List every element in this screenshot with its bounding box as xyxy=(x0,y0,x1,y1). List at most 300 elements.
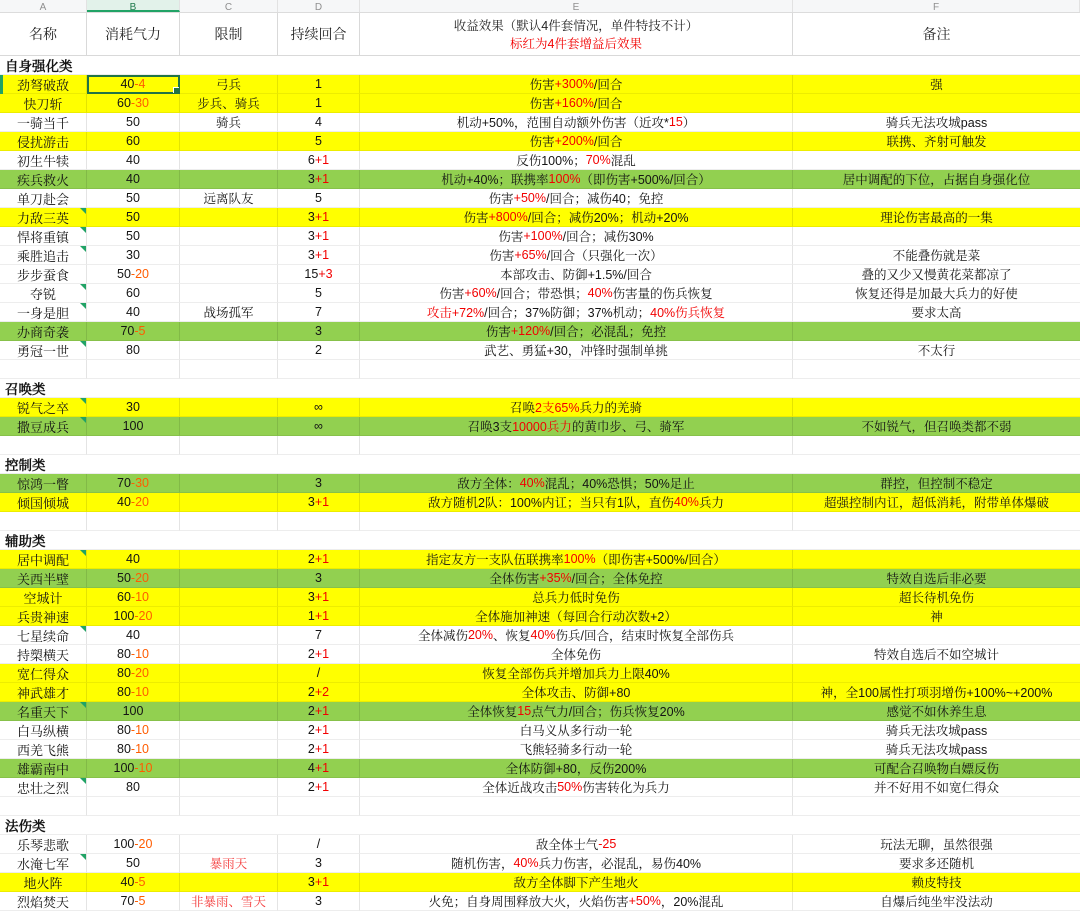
cell-name[interactable]: 夺锐 xyxy=(0,284,87,303)
cell-note[interactable] xyxy=(793,94,1080,113)
cell-effect[interactable]: 全体攻击、防御+80 xyxy=(360,683,793,702)
cell-cost[interactable]: 60 -10 xyxy=(87,588,180,607)
empty-cell[interactable] xyxy=(360,436,793,455)
cell-limit[interactable] xyxy=(180,550,278,569)
cell-limit[interactable] xyxy=(180,417,278,436)
cell-note[interactable]: 超长待机免伤 xyxy=(793,588,1080,607)
section-label-cell[interactable]: 法伤类 xyxy=(0,816,87,835)
highlighted-value: -20 xyxy=(134,609,153,623)
cell-limit[interactable] xyxy=(180,398,278,417)
cell-effect[interactable]: 武艺、勇猛+30，冲锋时强制单挑 xyxy=(360,341,793,360)
cell-cost[interactable]: 100 xyxy=(87,417,180,436)
cell-effect[interactable]: 攻击+72% /回合；37%防御；37%机动； 40%伤兵恢复 xyxy=(360,303,793,322)
cell-effect[interactable]: 伤害 +60% /回合；带恐惧； 40% 伤害量的伤兵恢复 xyxy=(360,284,793,303)
cell-turns[interactable]: / xyxy=(278,835,360,854)
empty-cell[interactable] xyxy=(793,56,1080,75)
cell-effect[interactable]: 指定友方一支队伍联携率 100% （即伤害+500%/回合） xyxy=(360,550,793,569)
cell-turns[interactable]: ∞ xyxy=(278,398,360,417)
cell-limit[interactable] xyxy=(180,170,278,189)
cell-limit[interactable] xyxy=(180,683,278,702)
cell-cost[interactable]: 60 xyxy=(87,132,180,151)
cell-cost[interactable]: 80 -10 xyxy=(87,683,180,702)
cell-note[interactable]: 叠的又少又慢黄花菜都凉了 xyxy=(793,265,1080,284)
empty-cell[interactable] xyxy=(360,360,793,379)
cell-note[interactable]: 超强控制内讧，超低消耗，附带单体爆破 xyxy=(793,493,1080,512)
cell-turns[interactable]: 3 +1 xyxy=(278,170,360,189)
cell-turns[interactable]: 3 +1 xyxy=(278,588,360,607)
cell-turns[interactable]: 3 +1 xyxy=(278,208,360,227)
cell-limit[interactable] xyxy=(180,759,278,778)
empty-cell[interactable] xyxy=(87,455,180,474)
cell-note[interactable]: 特效自选后非必要 xyxy=(793,569,1080,588)
cell-cost[interactable]: 80 -10 xyxy=(87,721,180,740)
cell-note[interactable] xyxy=(793,398,1080,417)
cell-effect[interactable]: 反伤100%； 70% 混乱 xyxy=(360,151,793,170)
cell-turns[interactable]: 1 +1 xyxy=(278,607,360,626)
cell-limit[interactable]: 步兵、骑兵 xyxy=(180,94,278,113)
cell-effect[interactable]: 全体施加神速（每回合行动次数+2） xyxy=(360,607,793,626)
cell-note[interactable]: 骑兵无法攻城pass xyxy=(793,113,1080,132)
cell-cost[interactable]: 40 xyxy=(87,151,180,170)
header-cost-label: 消耗气力 xyxy=(105,26,161,42)
cell-name[interactable]: 西羌飞熊 xyxy=(0,740,87,759)
highlighted-value: 40%伤兵恢复 xyxy=(650,306,726,320)
cell-limit[interactable] xyxy=(180,835,278,854)
cell-limit[interactable] xyxy=(180,702,278,721)
header-effect[interactable] xyxy=(360,13,793,56)
empty-cell[interactable] xyxy=(360,56,793,75)
cell-turns[interactable]: 1 xyxy=(278,75,360,94)
cell-note[interactable]: 可配合召唤物白嫖反伤 xyxy=(793,759,1080,778)
header-name-label: 名称 xyxy=(29,26,57,42)
cell-turns[interactable]: / xyxy=(278,664,360,683)
cell-name[interactable]: 力敌三英 xyxy=(0,208,87,227)
cell-note[interactable]: 骑兵无法攻城pass xyxy=(793,721,1080,740)
cell-name[interactable]: 居中调配 xyxy=(0,550,87,569)
column-letter-F[interactable]: F xyxy=(793,0,1080,12)
empty-cell[interactable] xyxy=(278,455,360,474)
cell-name[interactable]: 惊鸿一瞥 xyxy=(0,474,87,493)
cell-turns[interactable]: 15 +3 xyxy=(278,265,360,284)
empty-cell[interactable] xyxy=(793,797,1080,816)
cell-note[interactable]: 特效自选后不如空城计 xyxy=(793,645,1080,664)
cell-note[interactable]: 恢复还得是加最大兵力的好使 xyxy=(793,284,1080,303)
empty-cell[interactable] xyxy=(87,379,180,398)
highlighted-value: -5 xyxy=(134,875,146,889)
cell-effect[interactable]: 伤害 +100% /回合；减伤30% xyxy=(360,227,793,246)
cell-effect[interactable]: 全体减伤 20% 、恢复 40% 伤兵/回合，结束时恢复全部伤兵 xyxy=(360,626,793,645)
cell-note[interactable]: 赖皮特技 xyxy=(793,873,1080,892)
cell-turns[interactable]: 2 +2 xyxy=(278,683,360,702)
empty-cell[interactable] xyxy=(180,56,278,75)
cell-cost[interactable]: 80 xyxy=(87,341,180,360)
cell-limit[interactable] xyxy=(180,892,278,911)
cell-note[interactable]: 不如锐气，但召唤类都不弱 xyxy=(793,417,1080,436)
cell-name[interactable]: 疾兵救火 xyxy=(0,170,87,189)
cell-name[interactable]: 勇冠一世 xyxy=(0,341,87,360)
cell-effect[interactable]: 本部攻击、防御+1.5%/回合 xyxy=(360,265,793,284)
empty-cell[interactable] xyxy=(87,512,180,531)
table-row xyxy=(0,75,1080,94)
cell-name[interactable]: 撒豆成兵 xyxy=(0,417,87,436)
cell-cost[interactable]: 80 xyxy=(87,778,180,797)
highlighted-value: 暴雨天 xyxy=(209,857,248,871)
cell-limit[interactable] xyxy=(180,721,278,740)
cell-limit[interactable] xyxy=(180,626,278,645)
cell-note[interactable] xyxy=(793,227,1080,246)
cell-name[interactable]: 步步蚕食 xyxy=(0,265,87,284)
cell-limit[interactable] xyxy=(180,569,278,588)
highlighted-value: +50% xyxy=(513,191,546,205)
empty-cell[interactable] xyxy=(278,512,360,531)
cell-note[interactable] xyxy=(793,664,1080,683)
cell-turns[interactable]: 3 xyxy=(278,892,360,911)
cell-effect[interactable]: 总兵力低时免伤 xyxy=(360,588,793,607)
cell-turns[interactable]: 2 xyxy=(278,341,360,360)
cell-cost[interactable]: 30 xyxy=(87,246,180,265)
cell-note[interactable] xyxy=(793,322,1080,341)
cell-note[interactable]: 自爆后纯坐牢没法动 xyxy=(793,892,1080,911)
cell-cost[interactable]: 50 xyxy=(87,227,180,246)
empty-cell[interactable] xyxy=(278,379,360,398)
cell-effect[interactable]: 伤害 +160% /回合 xyxy=(360,94,793,113)
empty-cell[interactable] xyxy=(87,56,180,75)
cell-effect[interactable]: 伤害 +300% /回合 xyxy=(360,75,793,94)
cell-note[interactable]: 神，全100属性打项羽增伤+100%~+200% xyxy=(793,683,1080,702)
cell-note[interactable]: 理论伤害最高的一集 xyxy=(793,208,1080,227)
cell-name[interactable]: 乐琴悲歌 xyxy=(0,835,87,854)
cell-turns[interactable]: 2 +1 xyxy=(278,740,360,759)
cell-effect[interactable]: 敌全体士气 -25 xyxy=(360,835,793,854)
section-label-cell[interactable]: 自身强化类 xyxy=(0,56,87,75)
cell-name[interactable]: 关西半壁 xyxy=(0,569,87,588)
empty-cell[interactable] xyxy=(180,512,278,531)
empty-cell[interactable] xyxy=(87,360,180,379)
empty-cell[interactable] xyxy=(180,531,278,550)
cell-note[interactable] xyxy=(793,151,1080,170)
empty-cell[interactable] xyxy=(793,360,1080,379)
empty-cell[interactable] xyxy=(360,531,793,550)
cell-turns[interactable]: 3 +1 xyxy=(278,493,360,512)
cell-turns[interactable]: 6 +1 xyxy=(278,151,360,170)
empty-cell[interactable] xyxy=(793,531,1080,550)
cell-cost[interactable]: 100 -20 xyxy=(87,607,180,626)
column-letter-C[interactable]: C xyxy=(180,0,278,12)
cell-note[interactable]: 神 xyxy=(793,607,1080,626)
cell-name[interactable]: 神武雄才 xyxy=(0,683,87,702)
cell-limit[interactable] xyxy=(180,341,278,360)
cell-cost[interactable]: 60 xyxy=(87,284,180,303)
cell-effect[interactable]: 伤害 +50% /回合；减伤40；免控 xyxy=(360,189,793,208)
cell-limit[interactable] xyxy=(180,740,278,759)
column-letter-B[interactable]: B xyxy=(87,0,180,12)
cell-name[interactable]: 办商奇袭 xyxy=(0,322,87,341)
cell-limit[interactable]: 骑兵 xyxy=(180,113,278,132)
cell-limit[interactable]: 远离队友 xyxy=(180,189,278,208)
cell-name[interactable]: 乘胜追击 xyxy=(0,246,87,265)
cell-cost[interactable]: 70 -5 xyxy=(87,892,180,911)
cell-name[interactable]: 名重天下 xyxy=(0,702,87,721)
cell-limit[interactable] xyxy=(180,607,278,626)
cell-turns[interactable]: 2 +1 xyxy=(278,778,360,797)
cell-turns[interactable]: 2 +1 xyxy=(278,702,360,721)
empty-cell[interactable] xyxy=(278,797,360,816)
cell-name[interactable]: 一骑当千 xyxy=(0,113,87,132)
cell-turns[interactable]: 7 xyxy=(278,303,360,322)
empty-cell[interactable] xyxy=(180,360,278,379)
cell-name[interactable]: 空城计 xyxy=(0,588,87,607)
cell-cost[interactable]: 50 xyxy=(87,208,180,227)
table-row xyxy=(0,151,1080,170)
cell-cost[interactable]: 60 -30 xyxy=(87,94,180,113)
cell-cost[interactable]: 50 -20 xyxy=(87,265,180,284)
cell-limit[interactable] xyxy=(180,588,278,607)
empty-cell[interactable] xyxy=(360,455,793,474)
cell-cost[interactable]: 40 -20 xyxy=(87,493,180,512)
empty-cell[interactable] xyxy=(0,436,87,455)
empty-cell[interactable] xyxy=(180,797,278,816)
empty-cell[interactable] xyxy=(87,816,180,835)
cell-effect[interactable]: 召唤3支 10000兵力 的黄巾步、弓、骑军 xyxy=(360,417,793,436)
cell-turns[interactable]: ∞ xyxy=(278,417,360,436)
cell-turns[interactable]: 3 +1 xyxy=(278,246,360,265)
header-note[interactable] xyxy=(793,13,1080,56)
cell-name[interactable]: 白马纵横 xyxy=(0,721,87,740)
header-cost[interactable] xyxy=(87,13,180,56)
cell-turns[interactable]: 3 xyxy=(278,322,360,341)
cell-effect[interactable]: 全体恢复 15 点气力/回合；伤兵恢复20% xyxy=(360,702,793,721)
empty-cell[interactable] xyxy=(360,816,793,835)
cell-turns[interactable]: 3 xyxy=(278,854,360,873)
cell-cost[interactable]: 100 xyxy=(87,702,180,721)
cell-limit[interactable] xyxy=(180,151,278,170)
cell-limit[interactable] xyxy=(180,873,278,892)
cell-effect[interactable]: 全体防御+80，反伤200% xyxy=(360,759,793,778)
empty-cell[interactable] xyxy=(180,816,278,835)
header-name[interactable] xyxy=(0,13,87,56)
cell-turns[interactable]: 5 xyxy=(278,132,360,151)
cell-note[interactable] xyxy=(793,550,1080,569)
cell-name[interactable]: 水淹七军 xyxy=(0,854,87,873)
cell-limit[interactable] xyxy=(180,778,278,797)
cell-effect[interactable]: 敌方随机2队：100%内讧；当只有1队，直伤 40% 兵力 xyxy=(360,493,793,512)
cell-turns[interactable]: 3 xyxy=(278,474,360,493)
cell-effect[interactable]: 恢复全部伤兵并增加兵力上限40% xyxy=(360,664,793,683)
cell-limit[interactable] xyxy=(180,474,278,493)
cell-name[interactable]: 劲弩破敌 xyxy=(0,75,87,94)
empty-cell[interactable] xyxy=(87,436,180,455)
cell-name[interactable]: 悍将重镇 xyxy=(0,227,87,246)
empty-cell[interactable] xyxy=(87,797,180,816)
cell-effect[interactable]: 伤害 +120% /回合；必混乱；免控 xyxy=(360,322,793,341)
cell-cost[interactable]: 100 -20 xyxy=(87,835,180,854)
section-label-cell[interactable]: 辅助类 xyxy=(0,531,87,550)
cell-effect[interactable]: 伤害 +65% /回合（只强化一次） xyxy=(360,246,793,265)
cell-note[interactable]: 强 xyxy=(793,75,1080,94)
highlighted-value: 40% xyxy=(587,286,613,300)
cell-name[interactable]: 锐气之卒 xyxy=(0,398,87,417)
cell-turns[interactable]: 5 xyxy=(278,284,360,303)
empty-cell[interactable] xyxy=(360,797,793,816)
cell-effect[interactable]: 全体近战攻击 50% 伤害转化为兵力 xyxy=(360,778,793,797)
cell-cost[interactable]: 50 xyxy=(87,854,180,873)
empty-cell[interactable] xyxy=(180,379,278,398)
cell-cost[interactable]: 80 -10 xyxy=(87,645,180,664)
cell-turns[interactable]: 4 xyxy=(278,113,360,132)
cell-turns[interactable]: 7 xyxy=(278,626,360,645)
cell-name[interactable]: 倾国倾城 xyxy=(0,493,87,512)
cell-cost[interactable]: 70 -5 xyxy=(87,322,180,341)
cell-name[interactable]: 雄霸南中 xyxy=(0,759,87,778)
cell-name[interactable]: 烈焰焚天 xyxy=(0,892,87,911)
cell-note[interactable] xyxy=(793,626,1080,645)
cell-turns[interactable]: 3 xyxy=(278,569,360,588)
cell-name[interactable]: 一身是胆 xyxy=(0,303,87,322)
section-label-cell[interactable]: 召唤类 xyxy=(0,379,87,398)
header-turns-label: 持续回合 xyxy=(290,26,347,42)
empty-cell[interactable] xyxy=(793,436,1080,455)
cell-limit[interactable] xyxy=(180,265,278,284)
cell-turns[interactable]: 2 +1 xyxy=(278,721,360,740)
empty-cell[interactable] xyxy=(278,816,360,835)
cell-cost[interactable]: 40 -5 xyxy=(87,873,180,892)
empty-cell[interactable] xyxy=(278,360,360,379)
highlighted-value: +1 xyxy=(314,761,330,775)
cell-name[interactable]: 持槊横天 xyxy=(0,645,87,664)
cell-name[interactable]: 忠壮之烈 xyxy=(0,778,87,797)
empty-cell[interactable] xyxy=(0,797,87,816)
cell-limit[interactable] xyxy=(180,284,278,303)
header-limit[interactable] xyxy=(180,13,278,56)
empty-cell[interactable] xyxy=(0,360,87,379)
cell-effect[interactable]: 全体伤害 +35% /回合；全体免控 xyxy=(360,569,793,588)
cell-name[interactable]: 七星续命 xyxy=(0,626,87,645)
section-label-cell[interactable]: 控制类 xyxy=(0,455,87,474)
column-letter-A[interactable]: A xyxy=(0,0,87,12)
cell-cost[interactable]: 80 -20 xyxy=(87,664,180,683)
cell-effect[interactable]: 机动+50%，范围自动额外伤害（近攻* 15 ） xyxy=(360,113,793,132)
cell-note[interactable]: 要求多还随机 xyxy=(793,854,1080,873)
cell-note[interactable]: 骑兵无法攻城pass xyxy=(793,740,1080,759)
cell-effect[interactable]: 随机伤害， 40% 兵力伤害，必混乱，易伤40% xyxy=(360,854,793,873)
cell-cost[interactable]: 80 -10 xyxy=(87,740,180,759)
highlighted-value: +1 xyxy=(314,780,330,794)
cell-limit[interactable] xyxy=(180,664,278,683)
cell-note[interactable]: 联携、齐射可触发 xyxy=(793,132,1080,151)
empty-cell[interactable] xyxy=(793,512,1080,531)
cell-cost[interactable]: 50 xyxy=(87,189,180,208)
header-turns[interactable] xyxy=(278,13,360,56)
cell-cost[interactable]: 50 -20 xyxy=(87,569,180,588)
cell-cost[interactable]: 40 xyxy=(87,170,180,189)
cell-cost[interactable]: 100 -10 xyxy=(87,759,180,778)
cell-cost[interactable]: 40 xyxy=(87,303,180,322)
cell-note[interactable]: 不太行 xyxy=(793,341,1080,360)
cell-name[interactable]: 地火阵 xyxy=(0,873,87,892)
cell-turns[interactable]: 5 xyxy=(278,189,360,208)
cell-effect[interactable]: 火免；自身周围释放大火，火焰伤害 +50% ，20%混乱 xyxy=(360,892,793,911)
cell-limit[interactable] xyxy=(180,246,278,265)
empty-cell[interactable] xyxy=(278,56,360,75)
cell-note[interactable]: 玩法无聊，虽然很强 xyxy=(793,835,1080,854)
empty-cell[interactable] xyxy=(793,455,1080,474)
cell-limit[interactable] xyxy=(180,645,278,664)
cell-effect[interactable]: 伤害 +800% /回合；减伤20%；机动+20% xyxy=(360,208,793,227)
cell-turns[interactable]: 3 +1 xyxy=(278,227,360,246)
cell-limit[interactable]: 战场孤军 xyxy=(180,303,278,322)
selected-cell[interactable]: 40 -4 xyxy=(87,75,180,94)
cell-cost[interactable]: 30 xyxy=(87,398,180,417)
empty-cell[interactable] xyxy=(278,531,360,550)
empty-cell[interactable] xyxy=(793,816,1080,835)
cell-limit[interactable] xyxy=(180,854,278,873)
cell-turns[interactable]: 2 +1 xyxy=(278,550,360,569)
cell-turns[interactable]: 3 +1 xyxy=(278,873,360,892)
highlighted-value: +1 xyxy=(314,210,330,224)
cell-limit[interactable]: 弓兵 xyxy=(180,75,278,94)
column-letter-D[interactable]: D xyxy=(278,0,360,12)
cell-effect[interactable]: 飞熊轻骑多行动一轮 xyxy=(360,740,793,759)
cell-cost[interactable]: 50 xyxy=(87,113,180,132)
cell-cost[interactable]: 40 xyxy=(87,550,180,569)
cell-note[interactable]: 要求太高 xyxy=(793,303,1080,322)
cell-effect[interactable]: 敌方全体脚下产生地火 xyxy=(360,873,793,892)
cell-cost[interactable]: 40 xyxy=(87,626,180,645)
empty-cell[interactable] xyxy=(793,379,1080,398)
empty-cell[interactable] xyxy=(278,436,360,455)
table-row xyxy=(0,550,1080,569)
empty-cell[interactable] xyxy=(180,436,278,455)
highlighted-value: +1 xyxy=(314,742,330,756)
table-row xyxy=(0,284,1080,303)
cell-turns[interactable]: 2 +1 xyxy=(278,645,360,664)
table-row xyxy=(0,341,1080,360)
cell-note[interactable]: 并不好用不如宽仁得众 xyxy=(793,778,1080,797)
column-letter-E[interactable]: E xyxy=(360,0,793,12)
cell-name[interactable]: 侵扰游击 xyxy=(0,132,87,151)
cell-name[interactable]: 初生牛犊 xyxy=(0,151,87,170)
empty-cell[interactable] xyxy=(360,379,793,398)
empty-cell[interactable] xyxy=(360,512,793,531)
cell-limit[interactable] xyxy=(180,227,278,246)
cell-effect[interactable]: 全体免伤 xyxy=(360,645,793,664)
cell-turns[interactable]: 4 +1 xyxy=(278,759,360,778)
cell-note[interactable]: 居中调配的下位，占据自身强化位 xyxy=(793,170,1080,189)
cell-limit[interactable] xyxy=(180,132,278,151)
cell-cost[interactable]: 70 -30 xyxy=(87,474,180,493)
empty-cell[interactable] xyxy=(180,455,278,474)
empty-cell[interactable] xyxy=(0,512,87,531)
cell-effect[interactable]: 伤害 +200% /回合 xyxy=(360,132,793,151)
cell-limit[interactable] xyxy=(180,322,278,341)
cell-note[interactable] xyxy=(793,189,1080,208)
cell-effect[interactable]: 敌方全体： 40% 混乱；40%恐惧；50%足止 xyxy=(360,474,793,493)
empty-cell[interactable] xyxy=(87,531,180,550)
cell-name[interactable]: 单刀赴会 xyxy=(0,189,87,208)
cell-note[interactable]: 群控，但控制不稳定 xyxy=(793,474,1080,493)
cell-turns[interactable]: 1 xyxy=(278,94,360,113)
cell-name[interactable]: 兵贵神速 xyxy=(0,607,87,626)
cell-limit[interactable] xyxy=(180,493,278,512)
cell-effect[interactable]: 召唤 2支65% 兵力的羌骑 xyxy=(360,398,793,417)
cell-effect[interactable]: 机动+40%；联携率 100% （即伤害+500%/回合） xyxy=(360,170,793,189)
cell-name[interactable]: 宽仁得众 xyxy=(0,664,87,683)
cell-name[interactable]: 快刀斩 xyxy=(0,94,87,113)
cell-note[interactable]: 不能叠伤就是菜 xyxy=(793,246,1080,265)
cell-effect[interactable]: 白马义从多行动一轮 xyxy=(360,721,793,740)
cell-limit[interactable] xyxy=(180,208,278,227)
cell-note[interactable]: 感觉不如休养生息 xyxy=(793,702,1080,721)
